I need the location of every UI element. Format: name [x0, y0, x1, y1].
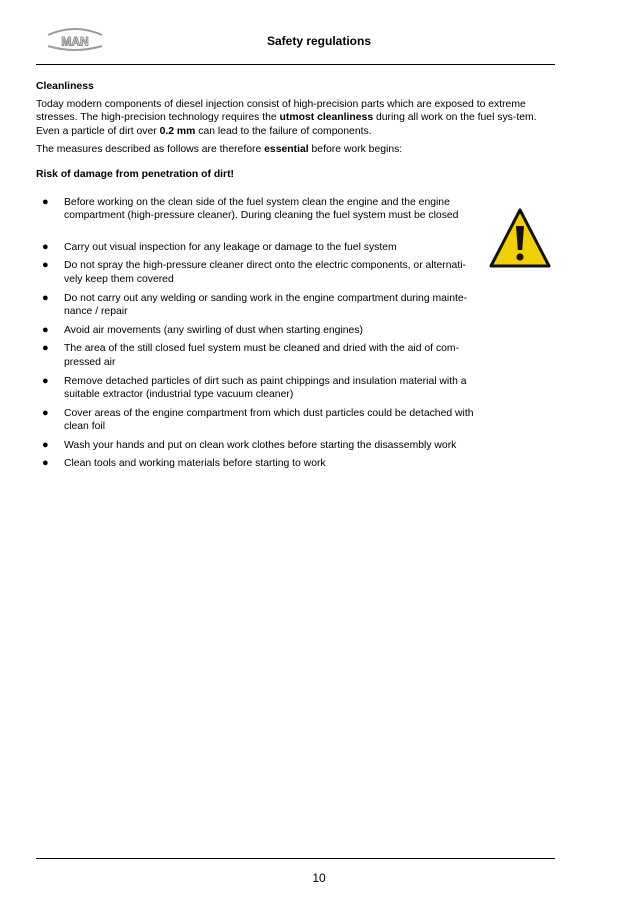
list-item: ● Do not carry out any welding or sanding work in the engine compartment during mainte-nance / repair	[42, 291, 468, 318]
particle-size-paragraph: Even a particle of dirt over 0.2 mm can lead to the failure of components.	[36, 125, 372, 137]
content	[36, 80, 555, 476]
bullet-icon: ●	[42, 195, 49, 208]
bullet-icon: ●	[42, 438, 49, 451]
page-title: Safety regulations	[266, 34, 372, 48]
list-item: ● Wash your hands and put on clean work clothes before starting the disassembly work	[42, 438, 457, 451]
list-item: ● Do not spray the high-pressure cleaner direct onto the electric components, or alternati-vely keep them covered	[42, 259, 466, 285]
bullet-icon: ●	[42, 374, 49, 387]
page-number: 10	[312, 871, 326, 885]
svg-text:MAN: MAN	[61, 34, 89, 49]
bullet-icon: ●	[42, 457, 49, 470]
bullet-icon: ●	[42, 291, 49, 304]
list-item: ● The area of the still closed fuel system must be cleaned and dried with the aid of com-pressed air	[42, 342, 460, 368]
header-rule	[36, 64, 555, 65]
measures-paragraph: The measures described as follows are therefore essential before work begins:	[36, 144, 403, 156]
section-heading: Cleanliness	[36, 81, 94, 92]
list-item: ● Carry out visual inspection for any leakage or damage to the fuel system	[42, 240, 397, 253]
risk-heading: Risk of damage from penetration of dirt!	[36, 168, 235, 180]
list-item: ● Before working on the clean side of the fuel system clean the engine and the engine compartment (high-pressure cleaner). During cleaning the fuel system must be closed	[42, 195, 459, 222]
bullet-icon: ●	[42, 406, 49, 419]
list-item: ● Remove detached particles of dirt such as paint chippings and insulation material with a suitable extractor (industrial type vacuum cleaner)	[42, 374, 467, 401]
bullet-icon: ●	[42, 342, 49, 355]
list-item: ● Cover areas of the engine compartment from which dust particles could be detached with clean foil	[42, 406, 474, 433]
intro-paragraph: Today modern components of diesel injection consist of high-precision parts which are exposed to extreme stresses. The high-precision technology requires the utmost cleanliness during all work on the fuel sys-tem.	[36, 98, 537, 124]
list-item: ● Clean tools and working materials before starting to work	[42, 457, 326, 470]
bullet-icon: ●	[42, 259, 49, 272]
bullet-icon: ●	[42, 240, 49, 253]
bullet-icon: ●	[42, 323, 49, 336]
footer-rule	[36, 858, 555, 859]
measures-list	[36, 196, 555, 472]
list-item: ● Avoid air movements (any swirling of dust when starting engines)	[42, 323, 363, 336]
